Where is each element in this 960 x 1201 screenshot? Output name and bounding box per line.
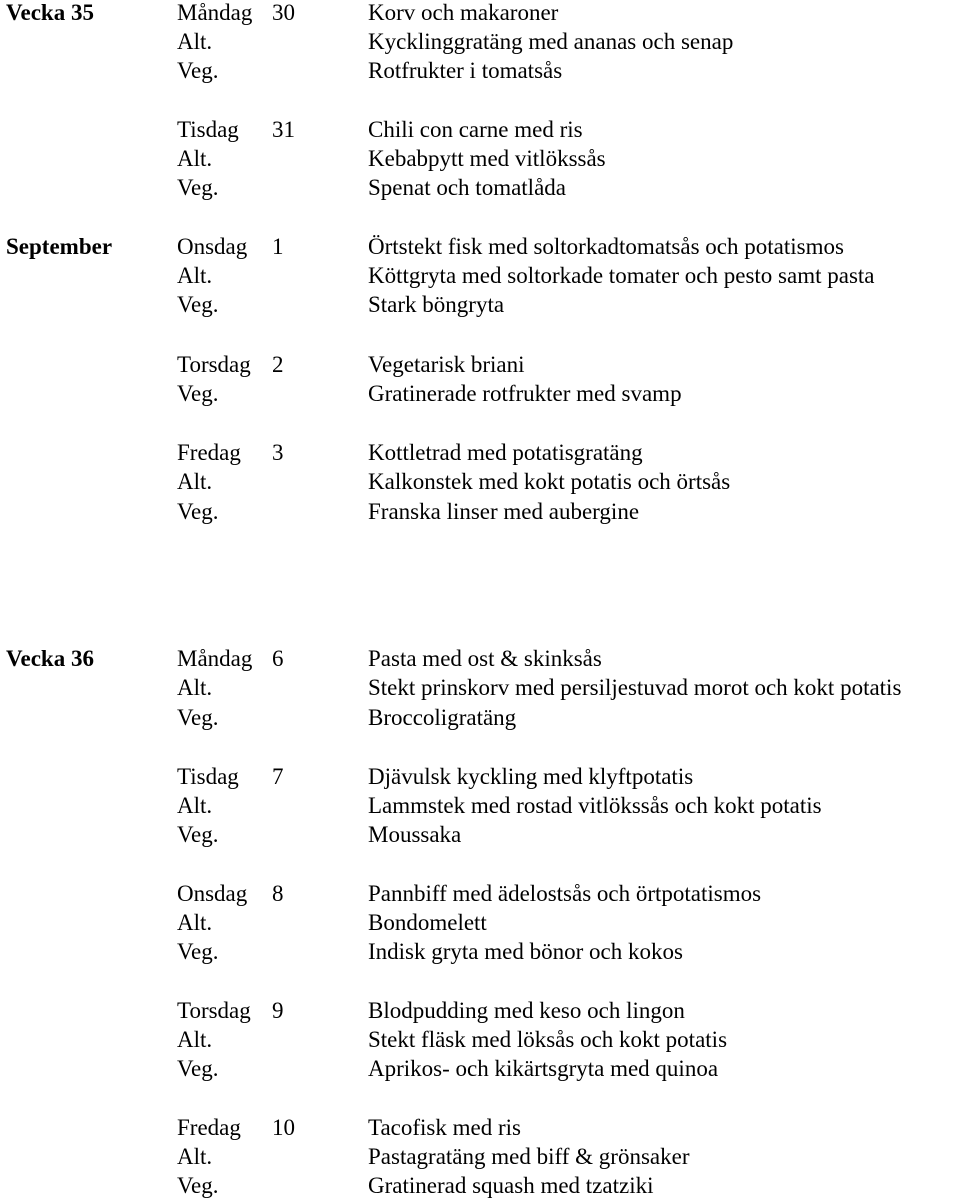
veg-label: Veg.: [177, 175, 219, 200]
menu-row: [0, 1054, 960, 1083]
veg-dish: Broccoligratäng: [368, 705, 517, 730]
day-name: Tisdag: [177, 117, 239, 142]
day-name: Torsdag: [177, 998, 251, 1023]
main-dish: Djävulsk kyckling med klyftpotatis: [368, 764, 694, 789]
menu-row: [0, 438, 960, 467]
veg-dish: Gratinerade rotfrukter med svamp: [368, 381, 682, 406]
veg-label: Veg.: [177, 822, 219, 847]
day-date: 3: [272, 440, 284, 465]
alt-dish: Pastagratäng med biff & grönsaker: [368, 1144, 690, 1169]
veg-dish: Aprikos- och kikärtsgryta med quinoa: [368, 1056, 719, 1081]
alt-dish: Stekt fläsk med löksås och kokt potatis: [368, 1027, 728, 1052]
alt-dish: Köttgryta med soltorkade tomater och pesto samt pasta: [368, 263, 875, 288]
day-name: Fredag: [177, 440, 241, 465]
menu-row: [0, 1113, 960, 1142]
alt-label: Alt.: [177, 675, 213, 700]
day-date: 7: [272, 764, 284, 789]
veg-dish: Gratinerad squash med tzatziki: [368, 1173, 654, 1198]
alt-dish: Lammstek med rostad vitlökssås och kokt potatis: [368, 793, 822, 818]
alt-label: Alt.: [177, 469, 213, 494]
main-dish: Blodpudding med keso och lingon: [368, 998, 685, 1023]
menu-row: [0, 1171, 960, 1200]
veg-dish: Stark böngryta: [368, 292, 505, 317]
main-dish: Korv och makaroner: [368, 0, 559, 25]
main-dish: Kottletrad med potatisgratäng: [368, 440, 643, 465]
veg-label: Veg.: [177, 381, 219, 406]
alt-dish: Kycklinggratäng med ananas och senap: [368, 29, 734, 54]
day-date: 6: [272, 646, 284, 671]
veg-dish: Franska linser med aubergine: [368, 499, 640, 524]
veg-label: Veg.: [177, 1173, 219, 1198]
menu-row: [0, 379, 960, 408]
menu-row: [0, 791, 960, 820]
menu-row: [0, 820, 960, 849]
menu-row: [0, 908, 960, 937]
day-name: Måndag: [177, 0, 253, 25]
main-dish: Vegetarisk briani: [368, 352, 525, 377]
menu-row: [0, 703, 960, 732]
menu-row: [0, 644, 960, 673]
menu-row: [0, 673, 960, 702]
veg-dish: Moussaka: [368, 822, 462, 847]
main-dish: Pannbiff med ädelostsås och örtpotatismos: [368, 881, 762, 906]
day-date: 10: [272, 1115, 295, 1140]
alt-label: Alt.: [177, 263, 213, 288]
menu-row: [0, 27, 960, 56]
main-dish: Örtstekt fisk med soltorkadtomatsås och potatismos: [368, 234, 844, 259]
menu-row: [0, 290, 960, 319]
day-name: Tisdag: [177, 764, 239, 789]
veg-dish: Rotfrukter i tomatsås: [368, 58, 563, 83]
alt-label: Alt.: [177, 29, 213, 54]
day-name: Fredag: [177, 1115, 241, 1140]
veg-label: Veg.: [177, 58, 219, 83]
menu-row: [0, 56, 960, 85]
veg-dish: Indisk gryta med bönor och kokos: [368, 939, 683, 964]
veg-dish: Spenat och tomatlåda: [368, 175, 566, 200]
alt-label: Alt.: [177, 793, 213, 818]
menu-row: [0, 879, 960, 908]
menu-row: [0, 762, 960, 791]
alt-dish: Bondomelett: [368, 910, 487, 935]
day-date: 8: [272, 881, 284, 906]
menu-row: [0, 173, 960, 202]
day-date: 30: [272, 0, 295, 25]
alt-dish: Stekt prinskorv med persiljestuvad morot och kokt potatis: [368, 675, 902, 700]
menu-row: [0, 350, 960, 379]
menu-row: [0, 1025, 960, 1054]
veg-label: Veg.: [177, 499, 219, 524]
main-dish: Pasta med ost & skinksås: [368, 646, 602, 671]
month-label: September: [6, 234, 113, 259]
veg-label: Veg.: [177, 1056, 219, 1081]
main-dish: Chili con carne med ris: [368, 117, 583, 142]
menu-row: [0, 232, 960, 261]
alt-label: Alt.: [177, 1027, 213, 1052]
menu-row: [0, 937, 960, 966]
alt-dish: Kebabpytt med vitlökssås: [368, 146, 606, 171]
alt-dish: Kalkonstek med kokt potatis och örtsås: [368, 469, 731, 494]
week-label: Vecka 36: [6, 646, 94, 671]
menu-row: [0, 144, 960, 173]
alt-label: Alt.: [177, 146, 213, 171]
alt-label: Alt.: [177, 1144, 213, 1169]
day-date: 2: [272, 352, 284, 377]
day-name: Onsdag: [177, 881, 248, 906]
menu-row: [0, 1142, 960, 1171]
main-dish: Tacofisk med ris: [368, 1115, 521, 1140]
veg-label: Veg.: [177, 939, 219, 964]
menu-row: [0, 115, 960, 144]
menu-row: [0, 0, 960, 27]
menu-row: [0, 996, 960, 1025]
menu-row: [0, 467, 960, 496]
day-date: 31: [272, 117, 295, 142]
day-date: 1: [272, 234, 284, 259]
day-date: 9: [272, 998, 284, 1023]
day-name: Onsdag: [177, 234, 248, 259]
alt-label: Alt.: [177, 910, 213, 935]
veg-label: Veg.: [177, 705, 219, 730]
veg-label: Veg.: [177, 292, 219, 317]
menu-row: [0, 497, 960, 526]
day-name: Torsdag: [177, 352, 251, 377]
menu-row: [0, 261, 960, 290]
day-name: Måndag: [177, 646, 253, 671]
week-label: Vecka 35: [6, 0, 94, 25]
